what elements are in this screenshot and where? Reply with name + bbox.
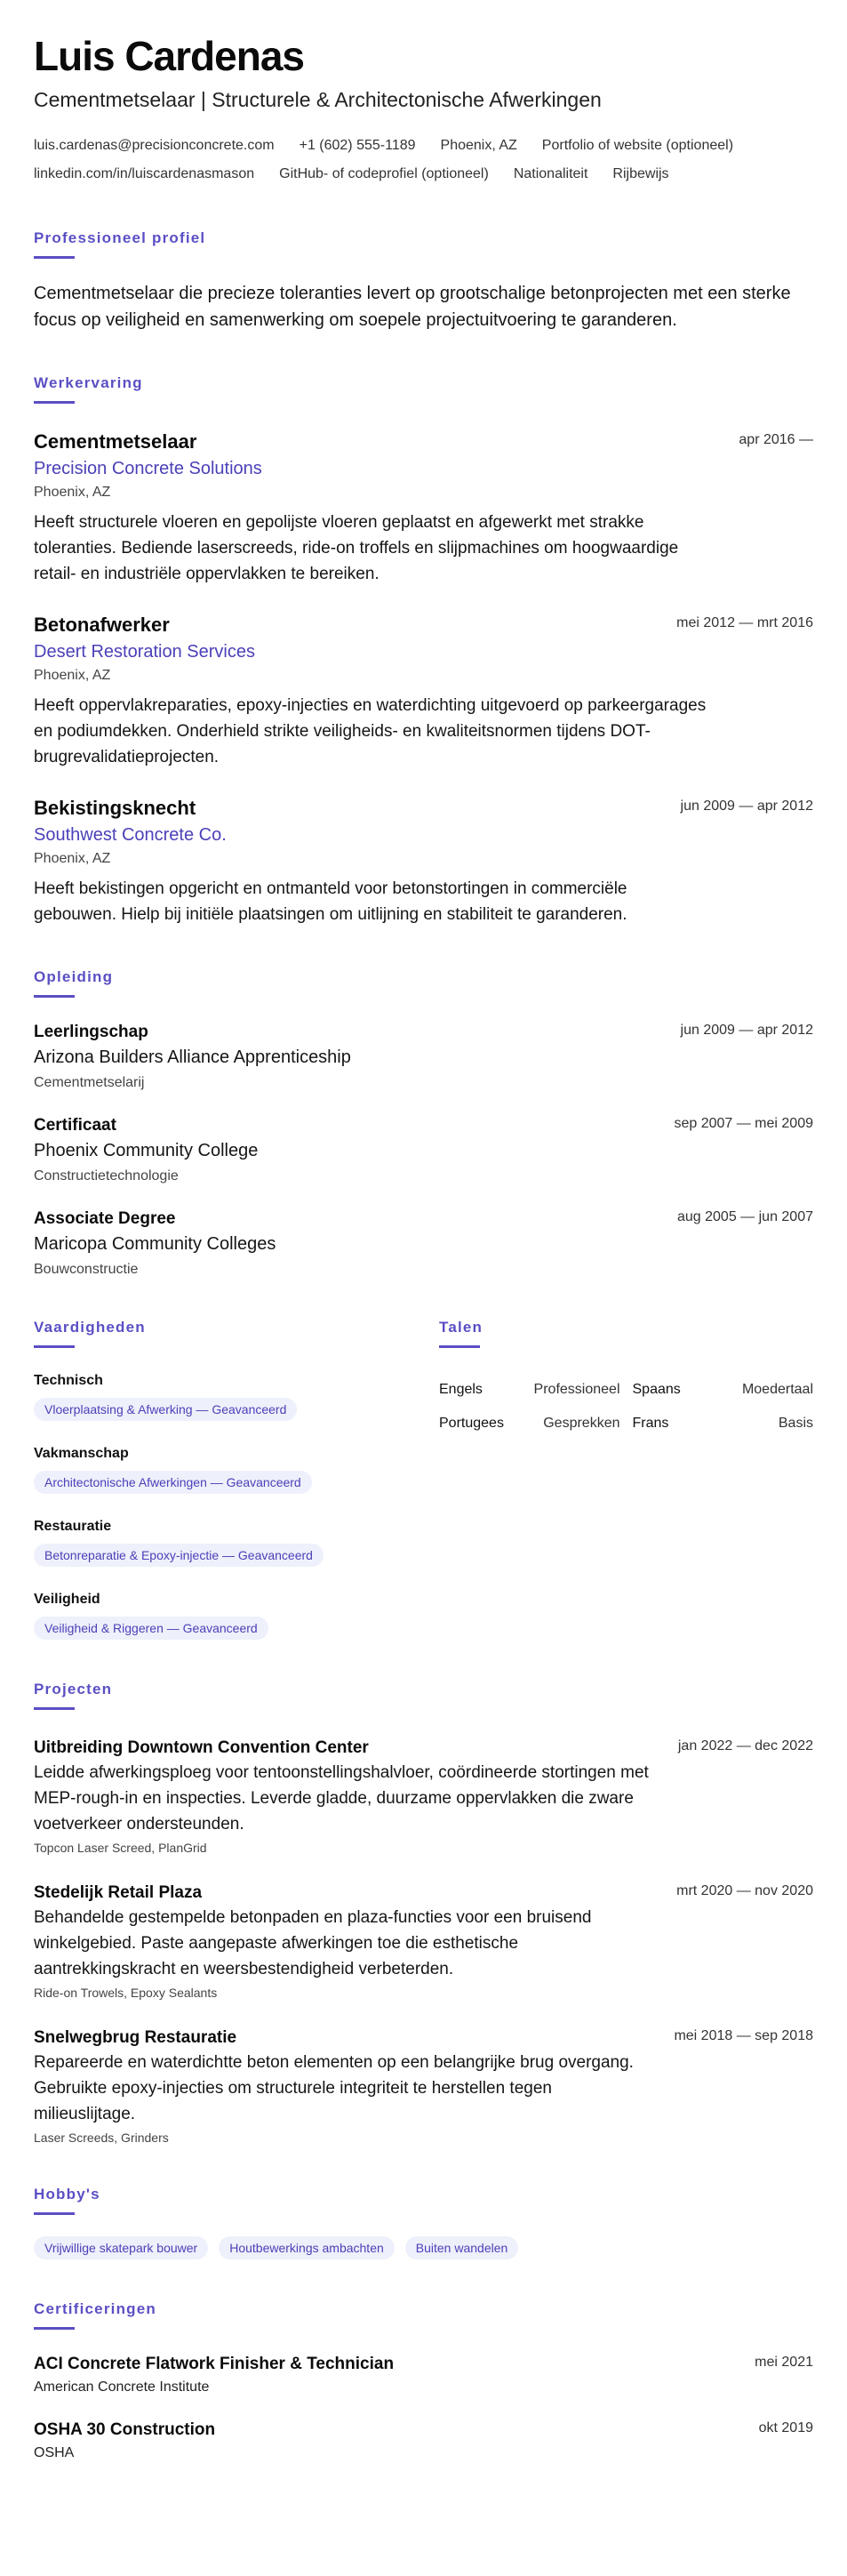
section-underline: [34, 1707, 75, 1710]
entry-date: mei 2021: [755, 2354, 813, 2370]
entry-date: mrt 2020 — nov 2020: [676, 1882, 813, 1898]
contact-row-1: [34, 132, 813, 160]
hobby-pill: Buiten wandelen: [405, 2236, 519, 2259]
entry-date: apr 2016 —: [739, 431, 813, 447]
language-level: Moedertaal: [741, 1381, 813, 1397]
school-name: Maricopa Community Colleges: [34, 1233, 276, 1254]
school-name: Arizona Builders Alliance Apprenticeship: [34, 1047, 351, 1067]
certification-entry: [34, 2355, 813, 2395]
certifications-section: [34, 2300, 813, 2461]
education-section: [34, 968, 813, 1278]
section-underline: [34, 256, 75, 259]
linkedin-link[interactable]: linkedin.com/in/luiscardenasmason: [34, 165, 255, 181]
section-underline: [439, 1345, 480, 1348]
nationality-text: Nationaliteit: [513, 165, 588, 181]
project-tools: Laser Screeds, Grinders: [34, 2130, 169, 2145]
profile-section: [34, 229, 813, 333]
company-name: Precision Concrete Solutions: [34, 458, 262, 478]
skill-pill: Veiligheid & Riggeren — Geavanceerd: [34, 1617, 268, 1640]
certification-name: ACI Concrete Flatwork Finisher & Technician: [34, 2354, 395, 2373]
entry-date: mei 2012 — mrt 2016: [676, 614, 813, 630]
skill-pill: Betonreparatie & Epoxy-injectie — Geavanceerd: [34, 1544, 324, 1567]
field-of-study: Bouwconstructie: [34, 1261, 139, 1277]
section-underline: [34, 401, 75, 404]
project-description: Leidde afwerkingsploeg voor tentoonstellingshalvloer, coördineerde stortingen met MEP-rough-in en inspecties. Leverde gladde, duurzame oppervlakken die zware voetverkeer ondersteunden.: [34, 1762, 649, 1834]
languages-section: [439, 1319, 813, 1640]
hobby-pill: Vrijwillige skatepark bouwer: [34, 2236, 208, 2259]
section-title: Vaardigheden: [34, 1318, 146, 1336]
github-link[interactable]: GitHub- of codeprofiel (optioneel): [279, 165, 489, 181]
candidate-name: Luis Cardenas: [34, 33, 304, 79]
skill-pill: Vloerplaatsing & Afwerking — Geavanceerd: [34, 1398, 297, 1421]
section-title: Werkervaring: [34, 373, 143, 391]
degree-name: Leerlingschap: [34, 1022, 148, 1041]
projects-section: [34, 1681, 813, 2145]
hobby-list: [34, 2236, 813, 2259]
skills-languages-row: [34, 1319, 813, 1640]
location-text: Phoenix, AZ: [440, 137, 517, 153]
project-description: Behandelde gestempelde betonpaden en plaza-functies voor een bruisend winkelgebied. Paste aangepaste afwerkingen toe die esthetische aantrekkingskracht en weersbestendigheid verbeterden.: [34, 1907, 592, 1978]
contact-row-2: [34, 160, 813, 189]
job-location: Phoenix, AZ: [34, 667, 111, 683]
company-name: Southwest Concrete Co.: [34, 824, 227, 845]
phone-number[interactable]: +1 (602) 555-1189: [299, 137, 416, 153]
field-of-study: Cementmetselarij: [34, 1074, 145, 1090]
section-title: Certificeringen: [34, 2299, 156, 2317]
contact-info: [34, 132, 813, 189]
section-title: Professioneel profiel: [34, 229, 206, 246]
entry-date: okt 2019: [758, 2420, 813, 2436]
job-title: Betonafwerker: [34, 613, 170, 636]
skill-group: [34, 1373, 439, 1421]
section-title: Projecten: [34, 1680, 113, 1697]
company-name: Desert Restoration Services: [34, 641, 255, 662]
job-description: Heeft oppervlakreparaties, epoxy-injecties en waterdichting uitgevoerd op parkeergarages en podiumdekken. Onderhield strikte veiligheids- en kwaliteitsnormen tijdens DOT-brugrevalidatieprojecten.: [34, 695, 707, 766]
certification-name: OSHA 30 Construction: [34, 2420, 216, 2439]
language-name: Spaans: [632, 1381, 681, 1397]
project-tools: Topcon Laser Screed, PlanGrid: [34, 1840, 207, 1855]
language-list: [439, 1373, 813, 1440]
experience-entry: [34, 430, 813, 587]
skill-category: Restauratie: [34, 1518, 112, 1534]
degree-name: Certificaat: [34, 1115, 116, 1135]
language-level: Basis: [778, 1415, 813, 1431]
education-entry: [34, 1209, 813, 1278]
experience-section: [34, 374, 813, 927]
email-link[interactable]: luis.cardenas@precisionconcrete.com: [34, 137, 275, 153]
hobbies-section: [34, 2186, 813, 2259]
project-description: Repareerde en waterdichtte beton elementen op een belangrijke brug overgang. Gebruikte epoxy-injecties om structurele integriteit te herstellen tegen milieuslijtage.: [34, 2052, 634, 2123]
language-name: Engels: [439, 1381, 483, 1397]
section-underline: [34, 2327, 75, 2330]
language-name: Frans: [632, 1415, 669, 1431]
drivers-license-text: Rijbewijs: [612, 165, 669, 181]
section-title: Talen: [439, 1318, 483, 1336]
language-item: [439, 1407, 620, 1440]
field-of-study: Constructietechnologie: [34, 1168, 179, 1184]
skill-group: [34, 1519, 439, 1567]
certification-issuer: American Concrete Institute: [34, 2379, 210, 2395]
section-underline: [34, 995, 75, 998]
skill-group: [34, 1446, 439, 1494]
language-item: [439, 1373, 620, 1407]
resume-header: [34, 34, 813, 189]
project-entry: [34, 1883, 813, 2000]
entry-date: jun 2009 — apr 2012: [680, 1022, 813, 1038]
experience-entry: [34, 614, 813, 770]
job-title: Cementmetselaar: [34, 429, 197, 453]
job-location: Phoenix, AZ: [34, 850, 111, 866]
skill-category: Technisch: [34, 1372, 103, 1388]
project-tools: Ride-on Trowels, Epoxy Sealants: [34, 1985, 218, 2000]
entry-date: jan 2022 — dec 2022: [677, 1737, 813, 1753]
job-title: Bekistingsknecht: [34, 796, 196, 819]
language-level: Gesprekken: [543, 1415, 620, 1431]
profile-summary: Cementmetselaar die precieze toleranties levert op grootschalige betonprojecten met een sterke focus op veiligheid en samenwerking om soepele projectuitvoering te garanderen.: [34, 283, 791, 330]
school-name: Phoenix Community College: [34, 1140, 259, 1160]
certification-issuer: OSHA: [34, 2444, 75, 2460]
education-entry: [34, 1116, 813, 1184]
project-name: Stedelijk Retail Plaza: [34, 1882, 203, 1902]
entry-date: mei 2018 — sep 2018: [674, 2027, 813, 2043]
language-level: Professioneel: [533, 1381, 620, 1397]
entry-date: jun 2009 — apr 2012: [680, 798, 813, 814]
project-name: Snelwegbrug Restauratie: [34, 2027, 237, 2047]
skill-pill: Architectonische Afwerkingen — Geavanceerd: [34, 1471, 312, 1494]
hobby-pill: Houtbewerkings ambachten: [219, 2236, 395, 2259]
language-name: Portugees: [439, 1415, 504, 1431]
project-entry: [34, 1738, 813, 1855]
project-name: Uitbreiding Downtown Convention Center: [34, 1737, 369, 1757]
job-description: Heeft bekistingen opgericht en ontmanteld voor betonstortingen in commerciële gebouwen. Hielp bij initiële plaatsingen om uitlijning en stabiliteit te garanderen.: [34, 879, 627, 924]
section-title: Opleiding: [34, 967, 114, 985]
job-description: Heeft structurele vloeren en gepolijste vloeren geplaatst en afgewerkt met strakke toleranties. Bediende laserscreeds, ride-on troffels en slijpmachines om hoogwaardige retail- en industriële oppervlakken te bereiken.: [34, 512, 679, 583]
entry-date: sep 2007 — mei 2009: [674, 1115, 813, 1131]
project-entry: [34, 2028, 813, 2145]
certification-entry: [34, 2420, 813, 2461]
language-item: [633, 1407, 814, 1440]
section-title: Hobby's: [34, 2185, 100, 2203]
skill-category: Vakmanschap: [34, 1445, 129, 1461]
section-underline: [34, 2212, 75, 2215]
degree-name: Associate Degree: [34, 1208, 176, 1228]
skill-category: Veiligheid: [34, 1591, 100, 1607]
language-item: [633, 1373, 814, 1407]
job-location: Phoenix, AZ: [34, 484, 111, 500]
candidate-headline: Cementmetselaar | Structurele & Architectonische Afwerkingen: [34, 87, 602, 111]
education-entry: [34, 1023, 813, 1091]
skill-group: [34, 1592, 439, 1640]
skills-section: [34, 1319, 439, 1640]
entry-date: aug 2005 — jun 2007: [676, 1208, 813, 1224]
portfolio-link[interactable]: Portfolio of website (optioneel): [541, 137, 734, 153]
section-underline: [34, 1345, 75, 1348]
experience-entry: [34, 797, 813, 927]
